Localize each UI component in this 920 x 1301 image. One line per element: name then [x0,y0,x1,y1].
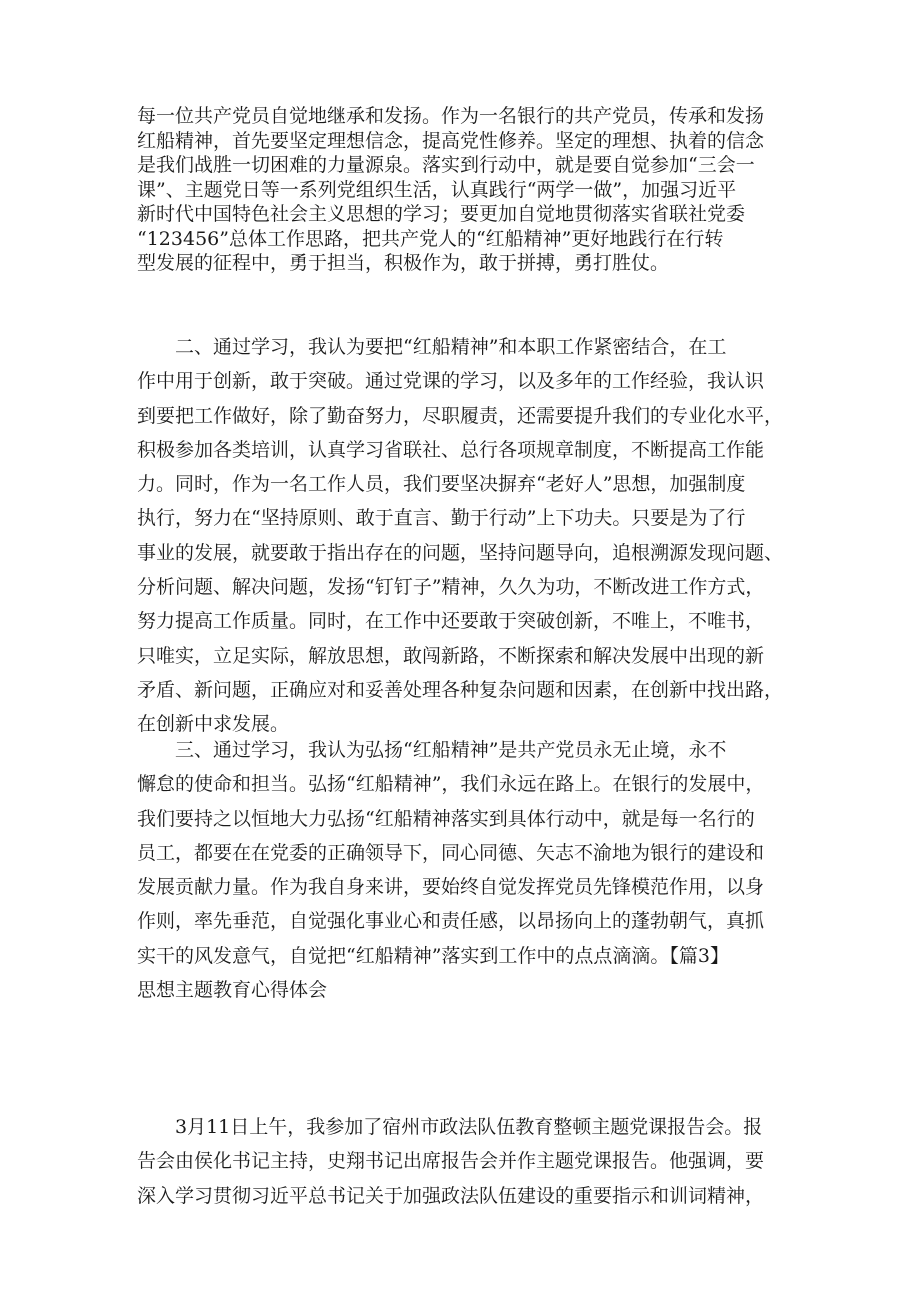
text-line: 二、通过学习，我认为要把“红船精神”和本职工作紧密结合，在工 [137,336,727,358]
text-line: 作中用于创新，敢于突破。通过党课的学习，以及多年的工作经验，我认识 [137,370,765,393]
text-line: 告会由侯化书记主持，史翔书记出席报告会并作主题党课报告。他强调，要 [137,1150,765,1173]
text-line: 实干的风发意气，自觉把“红船精神”落实到工作中的点点滴滴。【篇3】 [137,944,730,967]
text-line: 到要把工作做好，除了勤奋努力，尽职履责，还需要提升我们的专业化水平， [137,404,784,427]
text-line: 力。同时，作为一名工作人员，我们要坚决摒弃“老好人”思想，加强制度 [137,473,746,496]
text-line: 努力提高工作质量。同时，在工作中还要敢于突破创新，不唯上，不唯书， [137,610,765,633]
text-line: 积极参加各类培训，认真学习省联社、总行各项规章制度，不断提高工作能 [137,438,765,461]
text-line: “123456”总体工作思路，把共产党人的“红船精神”更好地践行在行转 [137,227,724,250]
text-line: 每一位共产党员自觉地继承和发扬。作为一名银行的共产党员，传承和发扬 [137,105,765,127]
paragraph-report-meeting [137,1110,785,1213]
text-line: 在创新中求发展。 [137,713,290,736]
text-line: 3月11日上午，我参加了宿州市政法队伍教育整顿主题党课报告会。报 [137,1116,763,1138]
text-line: 是我们战胜一切困难的力量源泉。落实到行动中，就是要自觉参加“三会一 [137,154,755,176]
text-line: 红船精神，首先要坚定理想信念，提高党性修养。坚定的理想、执着的信念 [137,129,765,152]
text-line: 思想主题教育心得体会 [137,979,328,1002]
text-line: 新时代中国特色社会主义思想的学习；要更加自觉地贯彻落实省联社党委 [137,203,746,225]
text-line: 作则，率先垂范，自觉强化事业心和责任感，以昂扬向上的蓬勃朝气，真抓 [137,910,765,933]
text-line: 执行，努力在“坚持原则、敢于直言、勤于行动”上下功夫。只要是为了行 [137,507,746,530]
paragraph-section-three [137,733,785,1007]
text-line: 矛盾、新问题，正确应对和妥善处理各种复杂问题和因素，在创新中找出路， [137,678,784,701]
text-line: 型发展的征程中，勇于担当，积极作为，敢于拼搏，勇打胜仗。 [137,252,670,274]
text-line: 只唯实，立足实际，解放思想，敢闯新路，不断探索和解决发展中出现的新 [137,644,765,667]
text-line: 三、通过学习，我认为弘扬“红船精神”是共产党员永无止境，永不 [137,739,727,761]
text-line: 分析问题、解决问题，发扬“钉钉子”精神，久久为功，不断改进工作方式， [137,576,765,599]
paragraph-continuation [137,104,785,276]
text-line: 课”、主题党日等一系列党组织生活，认真践行“两学一做”，加强习近平 [137,178,737,201]
text-line: 懈怠的使命和担当。弘扬“红船精神”，我们永远在路上。在银行的发展中， [137,773,765,796]
text-line: 员工，都要在在党委的正确领导下，同心同德、矢志不渝地为银行的建设和 [137,841,765,864]
paragraph-section-two [137,330,785,742]
text-line: 事业的发展，就要敢于指出存在的问题，坚持问题导向，追根溯源发现问题、 [137,541,784,564]
text-line: 我们要持之以恒地大力弘扬“红船精神落实到具体行动中，就是每一名行的 [137,807,755,830]
text-line: 发展贡献力量。作为我自身来讲，要始终自觉发挥党员先锋模范作用，以身 [137,876,765,899]
text-line: 深入学习贯彻习近平总书记关于加强政法队伍建设的重要指示和训词精神， [137,1184,765,1207]
